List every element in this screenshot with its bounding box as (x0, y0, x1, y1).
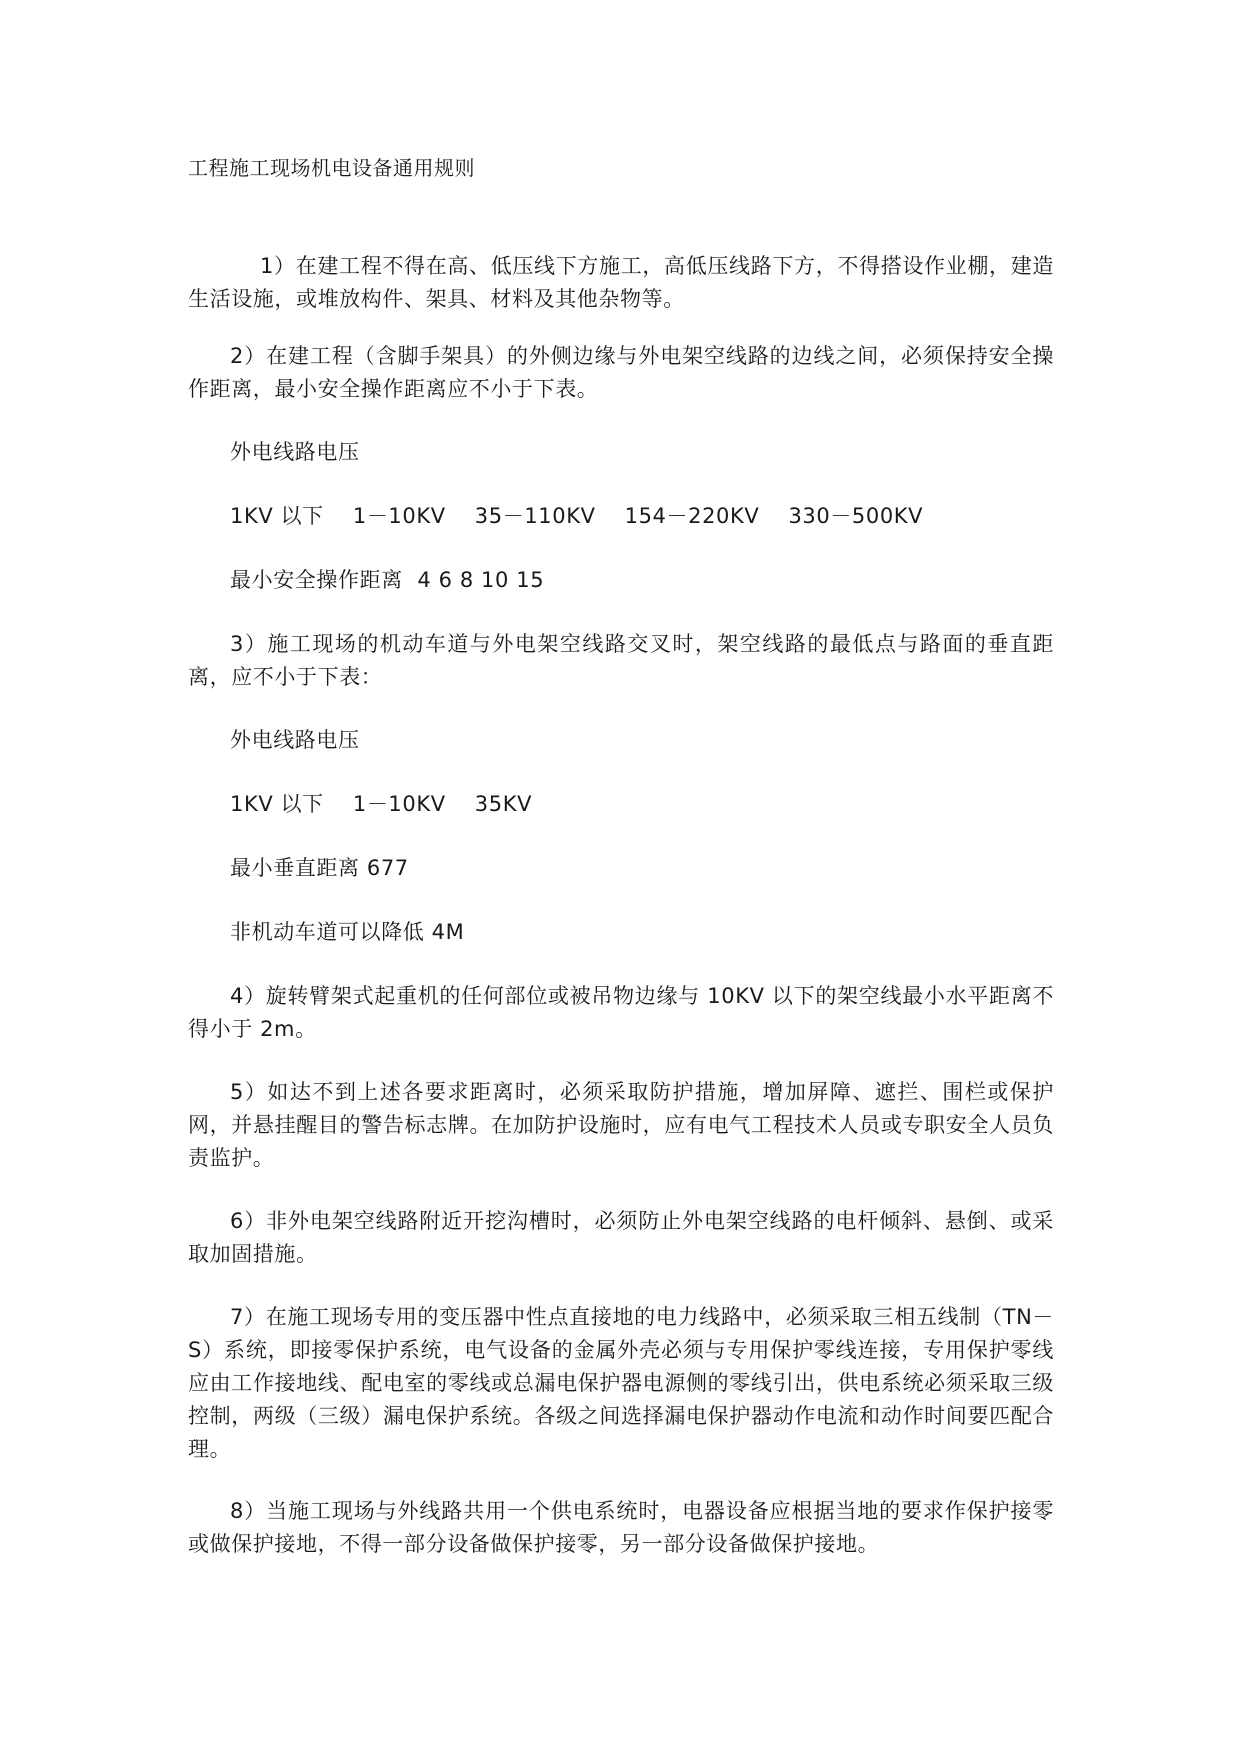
document-title: 工程施工现场机电设备通用规则 (188, 156, 475, 180)
paragraph-6: 6）非外电架空线路附近开挖沟槽时，必须防止外电架空线路的电杆倾斜、悬倒、或采取加固措施。 (188, 1209, 1054, 1266)
table2-distance: 最小垂直距离 677 (230, 856, 409, 880)
table1-header: 外电线路电压 (230, 440, 360, 464)
table2-voltages: 1KV 以下 1－10KV 35KV (230, 792, 533, 816)
paragraph-8: 8）当施工现场与外线路共用一个供电系统时，电器设备应根据当地的要求作保护接零或做保护接地，不得一部分设备做保护接零，另一部分设备做保护接地。 (188, 1499, 1054, 1556)
paragraph-5: 5）如达不到上述各要求距离时，必须采取防护措施，增加屏障、遮拦、围栏或保护网，并悬挂醒目的警告标志牌。在加防护设施时，应有电气工程技术人员或专职安全人员负责监护。 (188, 1080, 1054, 1170)
paragraph-2: 2）在建工程（含脚手架具）的外侧边缘与外电架空线路的边线之间，必须保持安全操作距离，最小安全操作距离应不小于下表。 (188, 344, 1054, 401)
table1-voltages: 1KV 以下 1－10KV 35－110KV 154－220KV 330－500KV (230, 504, 924, 528)
table2-note: 非机动车道可以降低 4M (230, 920, 465, 944)
paragraph-3: 3）施工现场的机动车道与外电架空线路交叉时，架空线路的最低点与路面的垂直距离，应不小于下表： (188, 632, 1054, 689)
paragraph-7: 7）在施工现场专用的变压器中性点直接地的电力线路中，必须采取三相五线制（TN－S）系统，即接零保护系统，电气设备的金属外壳必须与专用保护零线连接，专用保护零线应由工作接地线、配电室的零线或总漏电保护器电源侧的零线引出，供电系统必须采取三级控制，两级（三级）漏电保护系统。各级之间选择漏电保护器动作电流和动作时间要匹配合理。 (188, 1305, 1054, 1461)
paragraph-1: 1）在建工程不得在高、低压线下方施工，高低压线路下方，不得搭设作业棚，建造生活设施，或堆放构件、架具、材料及其他杂物等。 (188, 254, 1054, 311)
table2-header: 外电线路电压 (230, 728, 360, 752)
table1-distance: 最小安全操作距离 4 6 8 10 15 (230, 568, 545, 592)
paragraph-4: 4）旋转臂架式起重机的任何部位或被吊物边缘与 10KV 以下的架空线最小水平距离不得小于 2m。 (188, 984, 1054, 1041)
